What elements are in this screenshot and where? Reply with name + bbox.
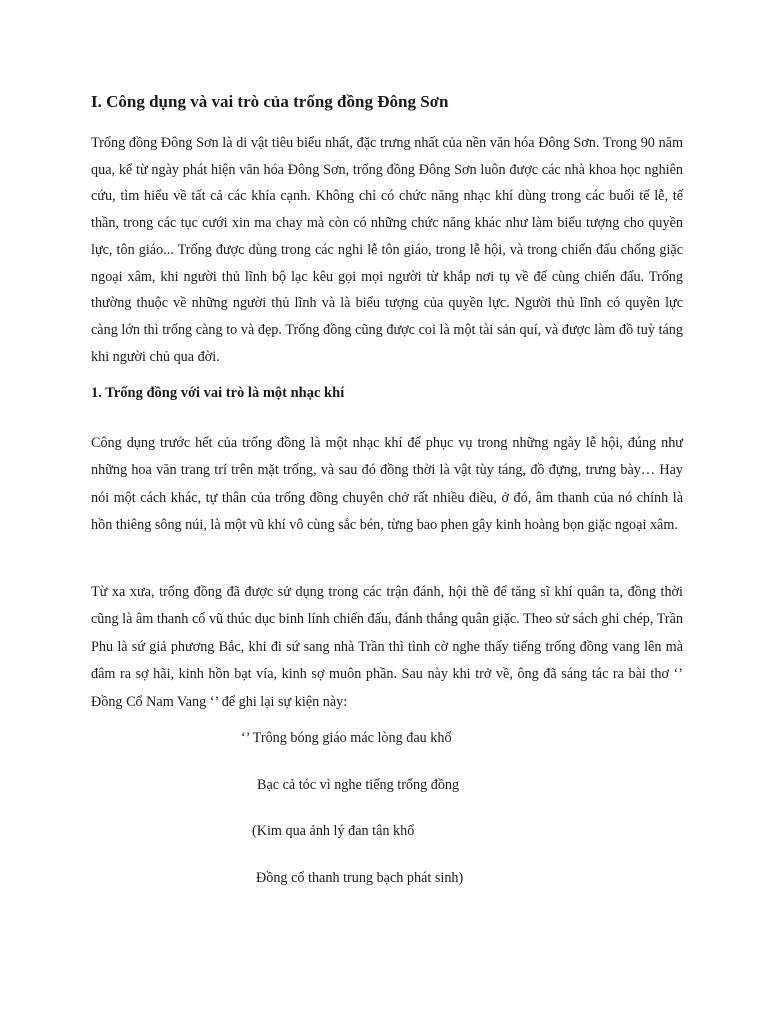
subsection-heading: 1. Trống đồng với vai trò là một nhạc khí: [91, 385, 345, 401]
poem-line: (Kim qua ảnh lý đan tân khổ: [252, 823, 415, 839]
poem-line: ‘’ Trông bóng giáo mác lòng đau khổ: [241, 730, 452, 746]
intro-paragraph: Trống đồng Đông Sơn là di vật tiêu biểu nhất, đặc trưng nhất của nền văn hóa Đông Sơn. Trong 90 năm qua, kể từ ngày phát hiện văn hóa Đông Sơn, trống đồng Đông Sơn luôn được các nhà khoa học nghiên cứu, tìm hiểu về tất cả các khía cạnh. Không chỉ có chức năng nhạc khí dùng trong các buổi tế lễ, tế thần, trong các tục cưới xin ma chay mà còn có những chức năng khác như làm biểu tượng cho quyền lực, tôn giáo... Trống được dùng trong các nghi lễ tôn giáo, trong lễ hội, và trong chiến đấu chống giặc ngoại xâm, khi người thủ lĩnh bộ lạc kêu gọi mọi người từ khắp nơi tụ về để cùng chiến đấu. Trống thường thuộc về những người thủ lĩnh và là biểu tượng của quyền lực. Người thủ lĩnh có quyền lực càng lớn thì trống càng to và đẹp. Trống đồng cũng được coi là một tài sản quí, và được làm đồ tuỳ táng khi người chủ qua đời.: [91, 135, 683, 365]
instrument-paragraph: Công dụng trước hết của trống đồng là một nhạc khí để phục vụ trong những ngày lễ hội, đúng như những hoa văn trang trí trên mặt trống, và sau đó đồng thời là vật tùy táng, đồ đựng, trưng bày… Hay nói một cách khác, tự thân của trống đồng chuyên chở rất nhiều điều, ở đó, âm thanh của nó chính là hồn thiêng sông núi, là một vũ khí vô cùng sắc bén, từng bao phen gây kinh hoàng bọn giặc ngoại xâm.: [91, 435, 683, 533]
poem-line: Đồng cổ thanh trung bạch phát sinh): [256, 870, 464, 886]
section-heading: I. Công dụng và vai trò của trống đồng Đông Sơn: [91, 92, 449, 111]
poem-line: Bạc cả tóc vì nghe tiếng trống đồng: [257, 777, 460, 793]
history-paragraph: Từ xa xưa, trống đồng đã được sử dụng trong các trận đánh, hội thề để tăng sĩ khí quân ta, đồng thời cũng là âm thanh cổ vũ thúc dục binh lính chiến đấu, đánh thắng quân giặc. Theo sử sách ghi chép, Trần Phu là sứ giả phương Bắc, khi đi sứ sang nhà Trần thì tình cờ nghe thấy tiếng trống đồng vang lên mà đâm ra sợ hãi, kinh hồn bạt vía, kinh sợ muôn phần. Sau này khi trở về, ông đã sáng tác ra bài thơ ‘’ Đồng Cổ Nam Vang ‘’ để ghi lại sự kiện này:: [91, 584, 683, 710]
